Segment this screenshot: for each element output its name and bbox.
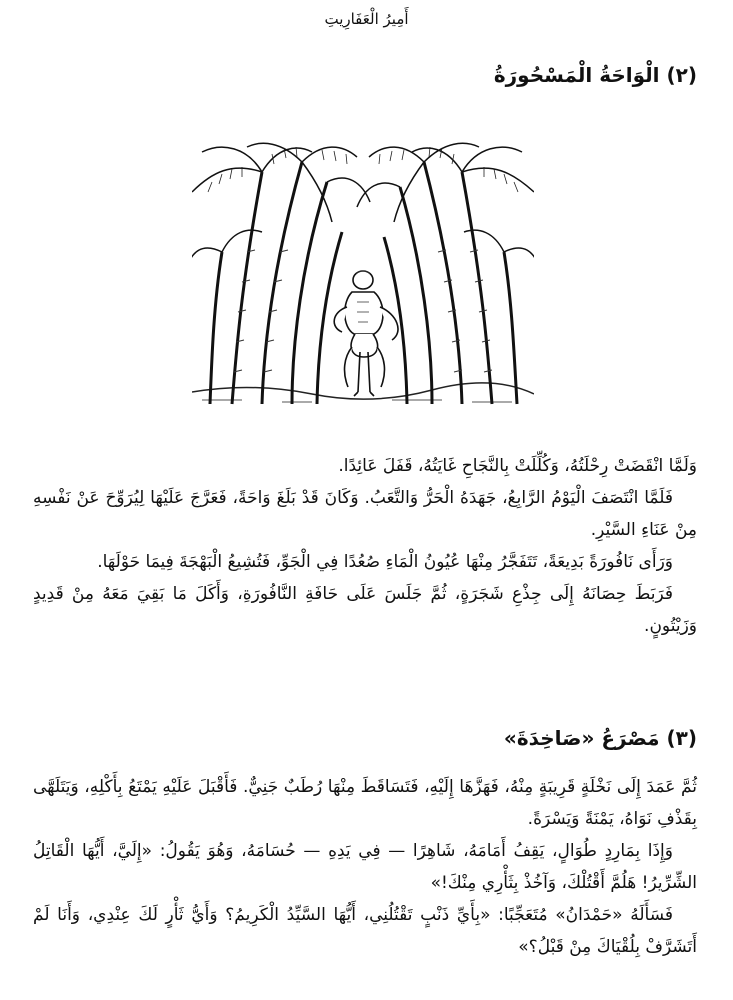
paragraph: فَلَمَّا انْتَصَفَ الْيَوْمُ الرَّابِعُ، جَهَدَهُ الْحَرُّ وَالتَّعَبُ. وَكَانَ قَدْ بَلَغَ وَاحَةً، فَعَرَّجَ عَلَيْهَا لِيُرَوِّحَ عَنْ نَفْسِهِ مِنْ عَنَاءِ السَّيْرِ.	[33, 488, 697, 540]
palm-trees-rider-drawing	[192, 142, 534, 408]
paragraph: فَسَأَلَهُ «حَمْدَانُ» مُتَعَجِّبًا: «بِأَيِّ ذَنْبٍ تَقْتُلُنِي، أَيُّهَا السَّيِّدُ الْكَرِيمُ؟ وَأَيُّ ثَأْرٍ لَكَ عِنْدِي، وَأَنَا لَمْ أَتَشَرَّفْ بِلُقْيَاكَ مِنْ قَبْلُ؟»	[33, 905, 697, 957]
paragraph: وَرَأَى نَافُورَةً بَدِيعَةً، تَتَفَجَّرُ مِنْهَا عُيُونُ الْمَاءِ صُعُدًا فِي الْجَوِّ، فَتُشِيعُ الْبَهْجَةَ فِيمَا حَوْلَهَا.	[97, 552, 673, 572]
paragraph: وَلَمَّا انْقَضَتْ رِحْلَتُهُ، وَكُلِّلَتْ بِالنَّجَاحِ غَايَتُهُ، قَفَلَ عَائِدًا.	[338, 456, 697, 476]
paragraph: وَإِذَا بِمَارِدٍ طُوَالٍ، يَقِفُ أَمَامَهُ، شَاهِرًا — فِي يَدِهِ — حُسَامَهُ، وَهُوَ يَقُولُ: «إِلَيَّ، أَيُّهَا الْقَاتِلُ الشِّرِّيرُ! هَلُمَّ أَقْتُلْكَ، وَآخُذْ بِثَأْرِي مِنْكَ!»	[33, 841, 697, 893]
section-heading-sakhida: (٣) مَصْرَعُ «صَاخِدَةَ»	[503, 726, 697, 750]
paragraph: فَرَبَطَ حِصَانَهُ إِلَى جِذْعِ شَجَرَةٍ، ثُمَّ جَلَسَ عَلَى حَافَةِ النَّافُورَةِ، وَأَكَلَ مَا بَقِيَ مَعَهُ مِنْ قَدِيدٍ وَزَيْتُونٍ.	[33, 584, 697, 636]
oasis-section-text	[33, 450, 697, 642]
running-header: أَمِيرُ الْعَفَارِيتِ	[324, 10, 409, 28]
sakhida-section-text	[33, 771, 697, 963]
palm-oasis-illustration	[192, 142, 534, 408]
section-heading-oasis: (٢) الْوَاحَةُ الْمَسْحُورَةُ	[493, 63, 697, 87]
paragraph: ثُمَّ عَمَدَ إِلَى نَخْلَةٍ قَرِيبَةٍ مِنْهُ، فَهَزَّهَا إِلَيْهِ، فَتَسَاقَطَ مِنْهَا رُطَبٌ جَنِيٌّ. فَأَقْبَلَ عَلَيْهِ يَمْتَعُ بِأَكْلِهِ، وَيَتَلَهَّى بِقَذْفِ نَوَاهُ، يَمْنَةً وَيَسْرَةً.	[33, 777, 697, 829]
